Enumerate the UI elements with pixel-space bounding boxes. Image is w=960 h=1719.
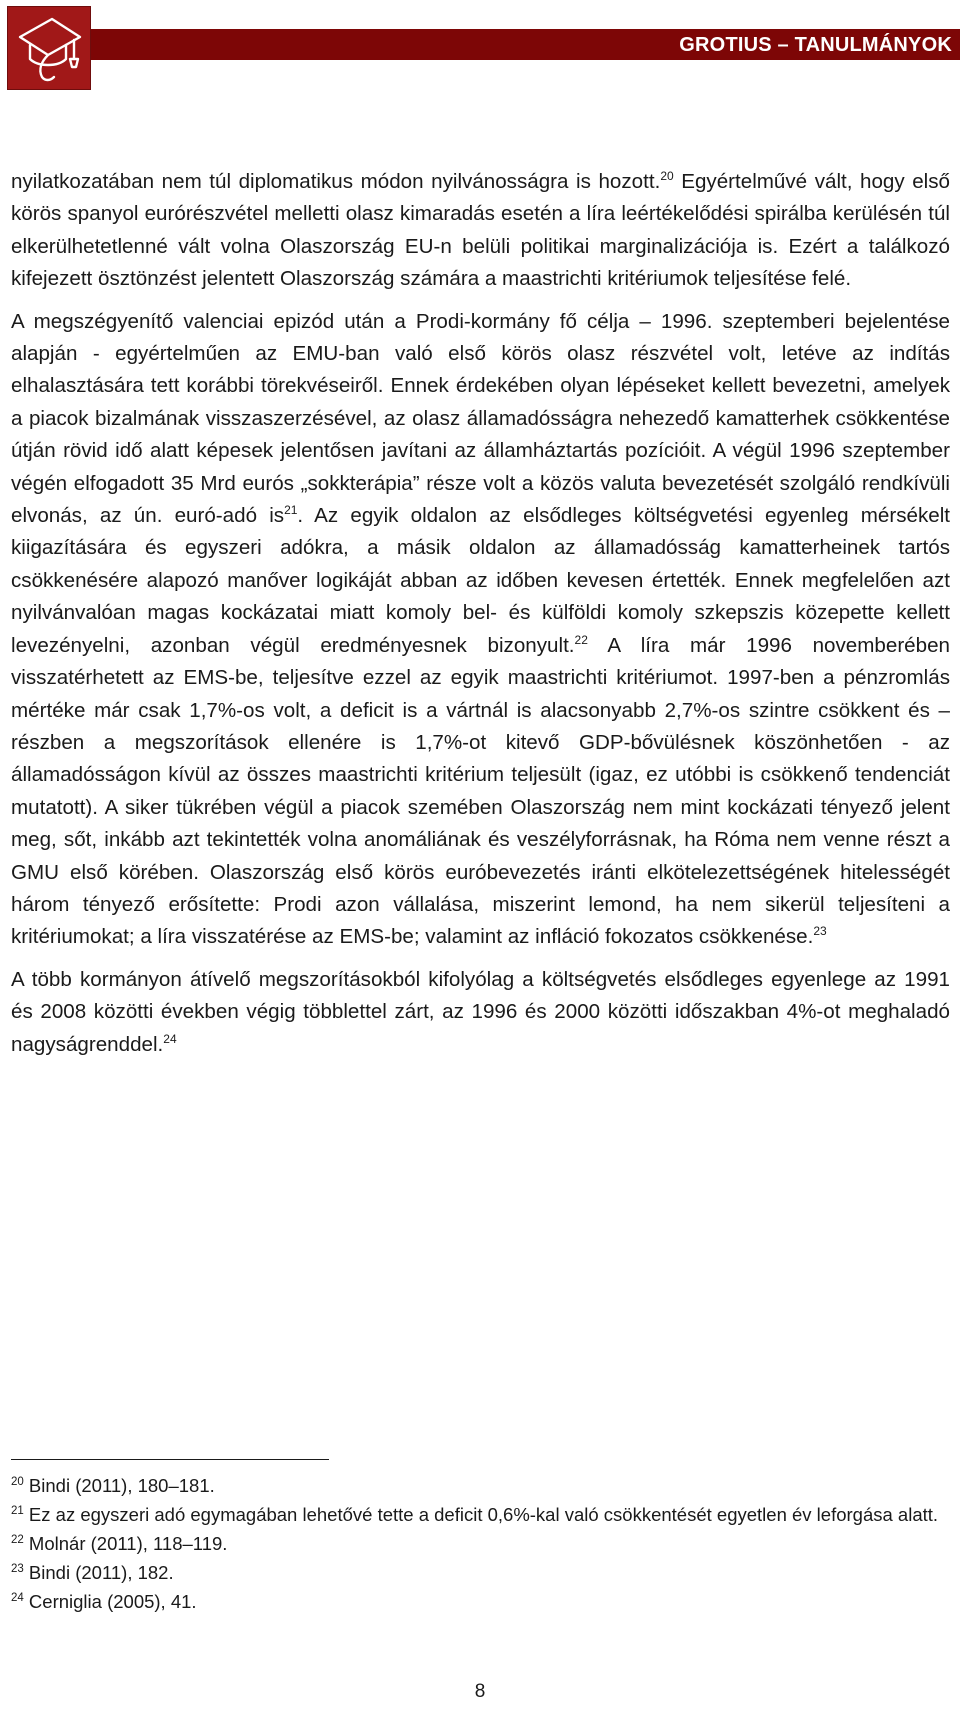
paragraph-3: A több kormányon átívelő megszorításokból kifolyólag a költségvetés elsődleges egyenlege az 1991 és 2008 közötti években végig többlettel zárt, az 1996 és 2000 közötti időszakban 4%-ot meghaladó nagyságrenddel.$^{24}$ [11,967,950,1056]
footnote-20: $^{20}$ Bindi (2011), 180–181. [11,1475,215,1496]
footnotes [11,1473,950,1618]
page-number: 8 [474,1681,486,1702]
logo [7,6,91,90]
footnote-22: $^{22}$ Molnár (2011), 118–119. [11,1533,228,1554]
footnote-ref-21[interactable]: 21 [284,503,298,518]
main-text [11,166,950,1071]
graduation-cap-logo-icon [8,7,90,89]
paragraph-1: nyilatkozatában nem túl diplomatikus módon nyilvánosságra is hozott.$^{20}$ Egyértelművé vált, hogy első körös spanyol eurórészvétel melletti olasz kimaradás esetén a líra leértékelődési spirálba kerülésén túl elkerülhetetlenné vált volna Olaszország EU-n belüli politikai marginalizációja is. Ezért a találkozó kifejezett ösztönzést jelentett Olaszország számára a maastrichti kritériumok teljesítése felé. [11,169,951,291]
footnote-ref-23[interactable]: 23 [813,924,827,939]
page-header [0,0,960,92]
footnote-ref-22[interactable]: 22 [574,632,588,647]
footnote-24: $^{24}$ Cerniglia (2005), 41. [11,1591,197,1612]
header-title: GROTIUS – TANULMÁNYOK [679,34,952,56]
paragraph-2: A megszégyenítő valenciai epizód után a Prodi-kormány fő célja – 1996. szeptemberi bejelentése alapján - egyértelműen az EMU-ban való első körös olasz részvétel volt, letéve az indítás elhalasztására tett korábbi törekvéseiről. Ennek érdekében olyan lépéseket kellett bevezetni, amelyek a piacok bizalmának visszaszerzésével, az olasz államadósságra nehezedő kamatterhek csökkentése útján rövid idő alatt képesek jelentősen javítani az államháztartás pozícióit. A végül 1996 szeptember végén elfogadott 35 Mrd eurós „sokkterápia” része volt a közös valuta bevezetését szolgáló rendkívüli elvonás, az ún. euró-adó $is^{21}$. Az egyik oldalon az elsődleges költségvetési egyenleg mérsékelt kiigazítására és egyszeri adókra, a másik oldalon az államadósság kamatterheinek tartós csökkenésére alapozó manőver logikáját abban az időben kevesen értették. Ennek megfelelően azt nyilvánvalóan magas kockázatai miatt komoly bel- és külföldi komoly szkepszis közepette kellett levezényelni, azonban végül eredményesnek bizonyult.$^{22}$ A líra már 1996 novemberében visszatérhetett az EMS-be, teljesítve ezzel az egyik maastrichti kritériumot. 1997-ben a pénzromlás mértéke már csak 1,7%-os volt, a deficit is a vártnál is alacsonyabb 2,7%-os szintre csökkent és – részben a megszorítások ellenére is 1,7%-ot kitevő GDP-bővülésnek köszönhetően - az államadósságon kívül az összes maastrichti kritérium teljesült (igaz, ez utóbbi is csökkenő tendenciát mutatott). A siker tükrében végül a piacok szemében Olaszország nem mint kockázati tényező jelent meg, sőt, inkább azt tekintették volna anomáliának és veszélyforrásnak, ha Róma nem venne részt a GMU első körében. Olaszország első körös euróbevezetés iránti elkötelezettségének hitelességét három tényező erősítette: Prodi azon vállalása, miszerint lemond, ha nem sikerül teljesíteni a kritériumokat; a líra visszatérése az EMS-be; valamint az infláció fokozatos csökkenése.$^{23}$ [11,309,950,949]
footnote-23: $^{23}$ Bindi (2011), 182. [11,1562,174,1583]
header-bar [91,29,960,60]
footnote-ref-24[interactable]: 24 [163,1031,177,1046]
footnote-21: $^{21}$ Ez az egyszeri adó egymagában lehetővé tette a deficit 0,6%-kal való csökkentését egyetlen év leforgása alatt. [11,1504,939,1525]
footnote-ref-20[interactable]: 20 [660,169,674,184]
footnote-separator [11,1459,329,1460]
